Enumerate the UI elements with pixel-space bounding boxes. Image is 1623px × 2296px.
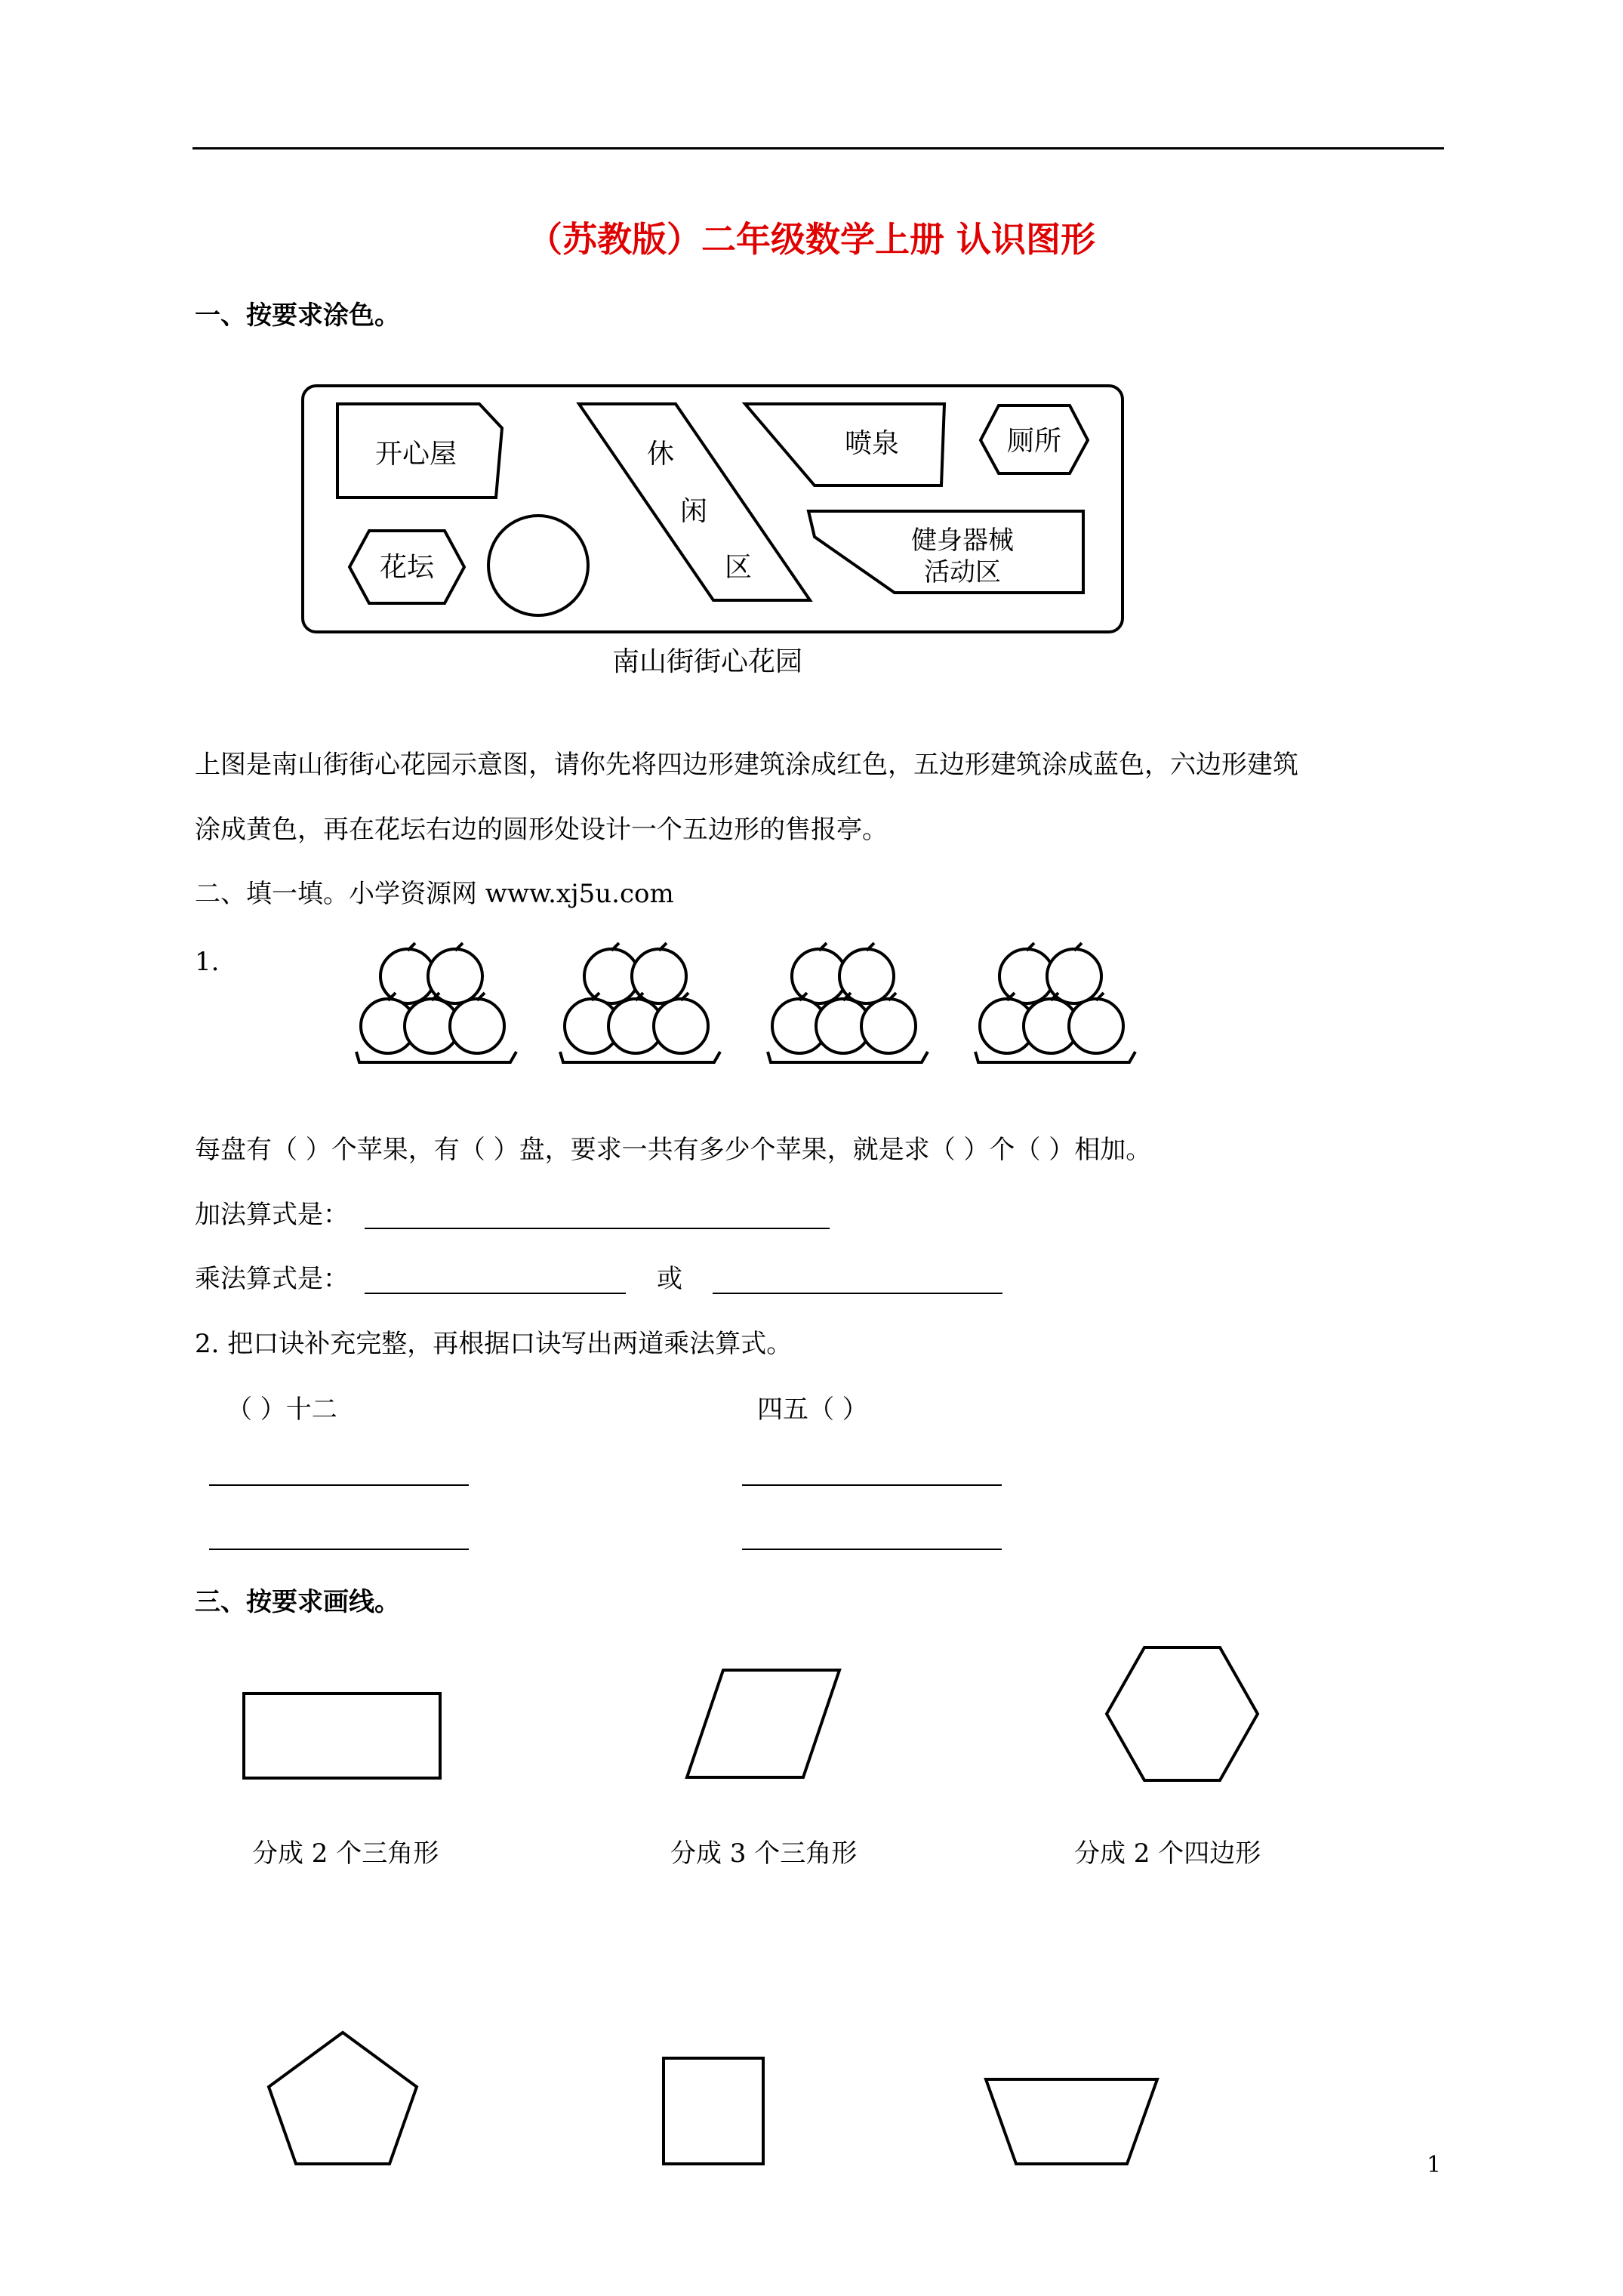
q2-text: 2. 把口诀补充完整，再根据口诀写出两道乘法算式。 (195, 1329, 793, 1359)
apple-plate-3 (768, 943, 928, 1062)
q1-number: 1. (195, 947, 220, 977)
section1-instruction-line1: 上图是南山街街心花园示意图，请你先将四边形建筑涂成红色，五边形建筑涂成蓝色，六边形建筑 (195, 750, 1298, 780)
shape-hexagon (1107, 1647, 1258, 1780)
q2-right-answer-line-2[interactable] (742, 1549, 1002, 1550)
apple-plate-4 (975, 943, 1135, 1062)
garden-boundary (303, 386, 1123, 632)
jianshen-label-1: 健身器械 (911, 525, 1014, 556)
q2-right-prompt: 四五（ ） (757, 1395, 868, 1425)
xiuxianqu-label-2: 闲 (679, 496, 708, 527)
addition-label: 加法算式是： (195, 1200, 349, 1230)
q2-right-answer-line-1[interactable] (742, 1484, 1002, 1486)
xiuxianqu-label-1: 休 (646, 439, 675, 470)
task-label-3: 分成 2 个四边形 (1074, 1838, 1261, 1869)
shape-rectangle (244, 1693, 440, 1778)
apple-plate-2 (560, 943, 720, 1062)
garden-map (298, 381, 1132, 683)
shapes-row2 (0, 2023, 1623, 2174)
header-rule (192, 147, 1444, 149)
jianshen-label-2: 活动区 (924, 557, 1001, 587)
shape-pentagon (269, 2032, 417, 2164)
multiplication-label: 乘法算式是： (195, 1264, 349, 1294)
task-label-1: 分成 2 个三角形 (252, 1838, 439, 1869)
map-caption: 南山街街心花园 (611, 646, 803, 677)
page-title: （苏教版）二年级数学上册 认识图形 (527, 219, 1095, 260)
shapes-row1 (0, 1638, 1623, 1789)
cesuo-label: 厕所 (1006, 426, 1062, 457)
multiplication-answer-line-1[interactable] (365, 1293, 626, 1294)
addition-answer-line[interactable] (365, 1228, 830, 1229)
multiplication-answer-line-2[interactable] (713, 1293, 1002, 1294)
q2-left-answer-line-2[interactable] (209, 1549, 469, 1550)
kiosk-circle (488, 516, 588, 615)
penquan-label: 喷泉 (844, 428, 900, 459)
kaixinwu-label: 开心屋 (374, 439, 457, 470)
section2-heading: 二、填一填。小学资源网 www.xj5u.com (195, 879, 674, 909)
xiuxianqu-label-3: 区 (724, 552, 753, 583)
or-label: 或 (657, 1264, 682, 1294)
shape-parallelogram (687, 1670, 839, 1777)
page-number: 1 (1427, 2152, 1442, 2178)
q2-left-answer-line-1[interactable] (209, 1484, 469, 1486)
shape-tall-rectangle (664, 2058, 763, 2164)
huatan-label: 花坛 (379, 552, 435, 583)
q1-sentence: 每盘有（ ）个苹果，有（ ）盘，要求一共有多少个苹果，就是求（ ）个（ ）相加。 (195, 1135, 1152, 1165)
task-label-2: 分成 3 个三角形 (670, 1838, 858, 1869)
section1-heading: 一、按要求涂色。 (195, 300, 400, 331)
shape-trapezoid (986, 2079, 1157, 2164)
section1-instruction-line2: 涂成黄色，再在花坛右边的圆形处设计一个五边形的售报亭。 (195, 815, 888, 845)
section3-heading: 三、按要求画线。 (195, 1587, 400, 1617)
q2-left-prompt: （ ）十二 (226, 1395, 337, 1425)
apple-plate-1 (356, 943, 516, 1062)
apple-plates-figure (355, 940, 1208, 1072)
